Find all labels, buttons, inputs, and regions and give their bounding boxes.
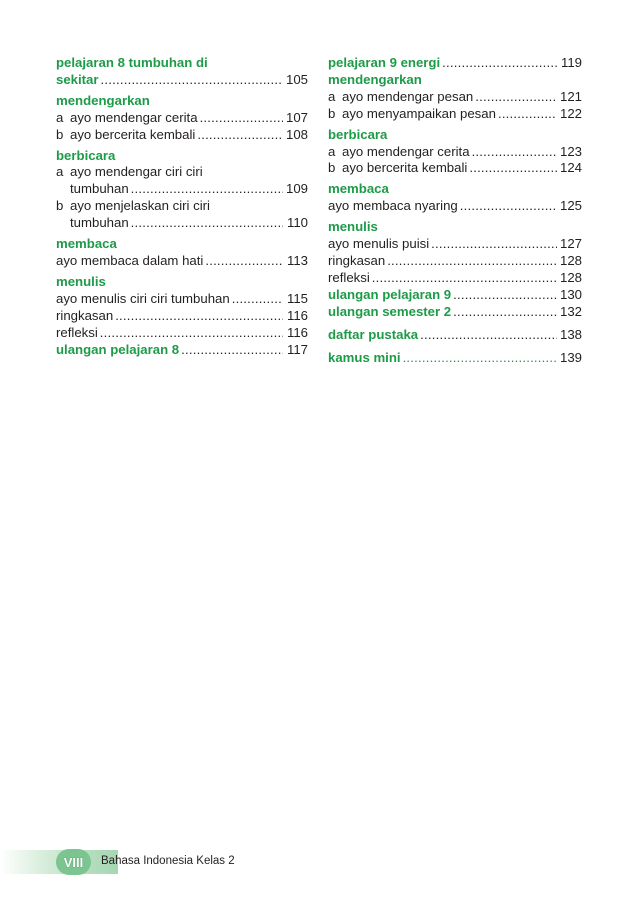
leader-dots [115,308,283,325]
leader-dots [453,304,557,321]
toc-entry[interactable] [328,106,582,123]
section-heading-membaca: membaca [328,181,389,197]
page-number: 123 [559,143,582,159]
section-heading-berbicara: berbicara [56,147,116,163]
leader-dots [460,198,557,215]
section-heading-menulis: menulis [328,219,378,235]
entry-label: ayo mendengar cerita [70,109,198,125]
entry-label: daftar pustaka [328,326,419,342]
leader-dots [197,127,283,144]
leader-dots [387,253,557,270]
leader-dots [472,144,557,161]
page-number: 122 [559,105,582,121]
toc-entry[interactable] [328,160,582,177]
entry-label: kamus mini [328,349,401,365]
leader-dots [431,236,557,253]
section-heading-membaca: membaca [56,236,117,252]
toc-entry-lesson-8[interactable] [56,72,308,89]
entry-label: ringkasan [56,307,114,323]
page-number: 105 [285,71,308,87]
entry-label: ayo menulis puisi [328,236,430,252]
toc-entry-ringkasan[interactable] [56,308,308,325]
entry-label-line1 [56,164,308,181]
entry-label: tumbuhan [70,181,129,197]
entry-label-line1 [56,198,308,215]
item-marker: a [328,88,336,104]
leader-dots [475,89,557,106]
leader-dots [131,181,283,198]
page-number: 130 [559,286,582,302]
entry-label: tumbuhan [70,215,129,231]
page-number: 113 [286,252,308,268]
entry-label: ayo bercerita kembali [70,126,196,142]
entry-label: ayo mendengar cerita [342,143,470,159]
toc-entry-lesson-9[interactable] [328,55,582,72]
item-marker: b [328,105,336,121]
section-heading-menulis: menulis [56,273,106,289]
page-number: 132 [559,303,582,319]
toc-entry[interactable] [56,253,308,270]
entry-label: ulangan pelajaran 9 [328,286,452,302]
leader-dots [181,342,283,359]
leader-dots [200,110,283,127]
entry-label: refleksi [56,324,98,340]
lesson-8-title-line2: sekitar [56,71,99,87]
page-number: 128 [559,252,582,268]
page-number-badge: VIII [56,849,91,875]
leader-dots [469,160,557,177]
page-number: 119 [560,55,582,70]
toc-entry[interactable] [328,198,582,215]
page-number: 125 [559,198,582,214]
item-marker: b [328,160,336,176]
entry-label: ayo menjelaskan ciri ciri [70,198,210,214]
toc-entry-kamus-mini[interactable] [328,350,582,367]
page-number: 109 [285,181,308,197]
leader-dots [442,55,557,72]
page-number: 116 [286,324,308,340]
page-number: 139 [559,349,582,365]
page-number: 108 [285,126,308,142]
leader-dots [372,270,557,287]
entry-label: refleksi [328,269,370,285]
entry-label: ayo menyampaikan pesan [342,105,496,121]
section-heading-mendengarkan: mendengarkan [56,92,150,108]
page-number: 128 [559,269,582,285]
toc-entry-ulangan-9[interactable] [328,287,582,304]
toc-entry[interactable] [56,110,308,127]
leader-dots [101,72,283,89]
toc-entry[interactable] [56,215,308,232]
item-marker: b [56,126,64,142]
page-number: 121 [559,88,582,104]
page-number: 127 [559,236,582,252]
leader-dots [403,350,557,367]
entry-label: ayo mendengar pesan [342,88,474,104]
leader-dots [100,325,283,342]
toc-entry[interactable] [328,236,582,253]
item-marker: a [328,143,336,159]
leader-dots [420,327,557,344]
toc-entry-daftar-pustaka[interactable] [328,327,582,344]
toc-entry-ulangan-8[interactable] [56,342,308,359]
leader-dots [232,291,283,308]
entry-label: ayo bercerita kembali [342,160,468,176]
toc-entry[interactable] [56,291,308,308]
toc-entry[interactable] [56,181,308,198]
page-number: 115 [286,290,308,306]
section-heading-mendengarkan: mendengarkan [328,71,422,87]
item-marker: b [56,198,64,214]
entry-label: ayo mendengar ciri ciri [70,164,203,180]
lesson-9-title: pelajaran 9 energi [328,55,441,70]
entry-label: ringkasan [328,252,386,268]
item-marker: a [56,109,64,125]
leader-dots [131,215,283,232]
entry-label: ulangan semester 2 [328,303,452,319]
leader-dots [498,106,557,123]
toc-entry[interactable] [328,89,582,106]
leader-dots [453,287,557,304]
entry-label: ayo menulis ciri ciri tumbuhan [56,290,230,306]
page-number: 138 [559,326,582,342]
item-marker: a [56,164,64,180]
toc-entry[interactable] [56,127,308,144]
page-number: 107 [285,109,308,125]
footer-book-title: Bahasa Indonesia Kelas 2 [101,855,235,867]
section-heading-berbicara: berbicara [328,126,388,142]
page-number: 116 [286,307,308,323]
toc-left-column [56,55,308,358]
toc-right-column [328,55,582,366]
toc-entry-ringkasan[interactable] [328,253,582,270]
page-number: 110 [286,215,308,231]
toc-entry-refleksi[interactable] [328,270,582,287]
lesson-8-title-line1: pelajaran 8 tumbuhan di [56,55,208,70]
leader-dots [205,253,283,270]
page-number: 124 [559,160,582,176]
toc-entry[interactable] [328,144,582,161]
entry-label: ulangan pelajaran 8 [56,341,180,357]
toc-entry-ulangan-semester-2[interactable] [328,304,582,321]
entry-label: ayo membaca nyaring [328,198,458,214]
entry-label: ayo membaca dalam hati [56,252,204,268]
page-number: 117 [286,341,308,357]
toc-entry-refleksi[interactable] [56,325,308,342]
